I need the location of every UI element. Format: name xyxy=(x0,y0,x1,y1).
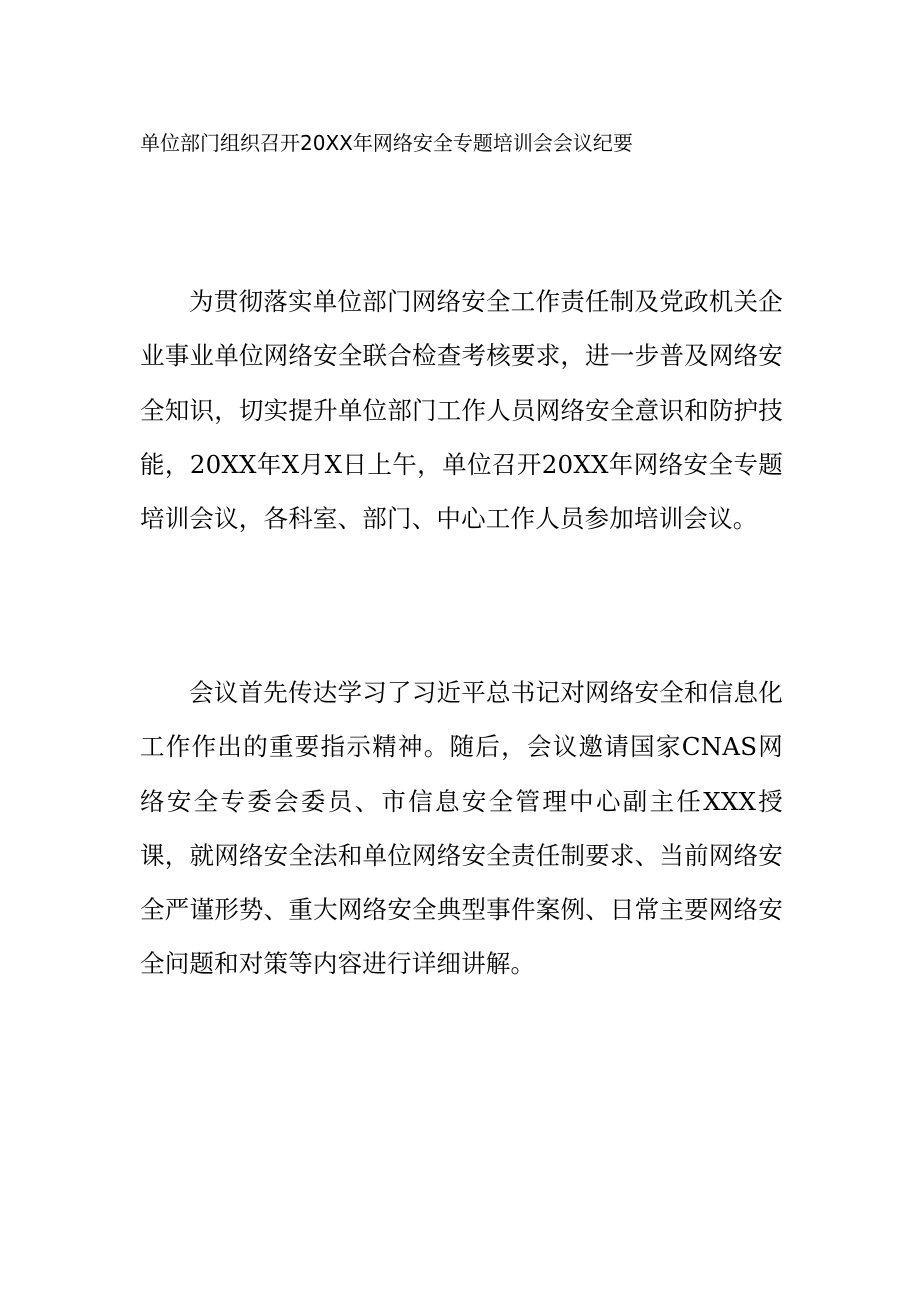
paragraph-2: 会议首先传达学习了习近平总书记对网络安全和信息化工作作出的重要指示精神。随后，会议邀请国家CNAS网络安全专委会委员、市信息安全管理中心副主任XXX授课，就网络安全法和单位网络安全责任制要求、当前网络安全严谨形势、重大网络安全典型事件案例、日常主要网络安全问题和对策等内容进行详细讲解。 xyxy=(140,678,783,979)
paragraph-1: 为贯彻落实单位部门网络安全工作责任制及党政机关企业事业单位网络安全联合检查考核要求，进一步普及网络安全知识，切实提升单位部门工作人员网络安全意识和防护技能，20XX年X月X日上午，单位召开20XX年网络安全专题培训会议，各科室、部门、中心工作人员参加培训会议。 xyxy=(140,287,783,534)
document-title: 单位部门组织召开20XX年网络安全专题培训会会议纪要 xyxy=(140,131,633,155)
